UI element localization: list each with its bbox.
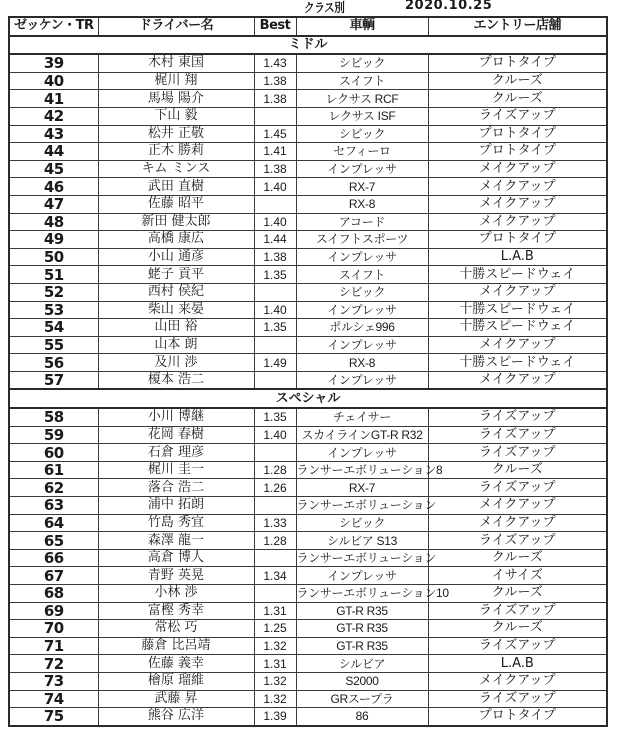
cell-driver: 柴山 来晏 (98, 301, 254, 319)
cell-number: 56 (9, 354, 98, 372)
cell-shop: ライズアップ (428, 479, 607, 497)
cell-driver: 浦中 拓朗 (98, 497, 254, 515)
cell-number: 67 (9, 567, 98, 585)
cell-driver: 松井 正敬 (98, 125, 254, 143)
cell-shop: メイクアップ (428, 178, 607, 196)
cell-car: インプレッサ (296, 160, 428, 178)
cell-best: 1.39 (254, 708, 296, 726)
cell-number: 54 (9, 319, 98, 337)
cell-car: ランサーエボリューション8 (296, 463, 443, 478)
cell-car: アコード (296, 213, 428, 231)
table-row (9, 301, 607, 319)
cell-shop: 十勝スピードウェイ (428, 354, 607, 372)
cell-number: 75 (9, 708, 98, 726)
cell-shop: L.A.B (428, 248, 607, 266)
cell-car: インプレッサ (296, 371, 428, 389)
cell-car: RX-7 (296, 178, 428, 196)
cell-shop: クルーズ (428, 549, 607, 567)
cell-shop: クルーズ (428, 90, 607, 108)
section-row (9, 36, 607, 55)
table-row (9, 143, 607, 161)
cell-best (254, 336, 296, 354)
cell-shop: ライズアップ (428, 426, 607, 444)
cell-shop: 十勝スピードウェイ (428, 266, 607, 284)
cell-number: 60 (9, 444, 98, 462)
table-row (9, 426, 607, 444)
cell-number: 74 (9, 690, 98, 708)
cell-number: 70 (9, 620, 98, 638)
cell-shop: メイクアップ (428, 672, 607, 690)
cell-driver: キム ミンス (98, 160, 254, 178)
cell-number: 40 (9, 72, 98, 90)
cell-number: 57 (9, 371, 98, 389)
cell-driver: 落合 浩二 (98, 479, 254, 497)
cell-driver: 富樫 秀幸 (98, 602, 254, 620)
cell-car: ランサーエボリューション10 (296, 586, 449, 601)
cell-car: インプレッサ (296, 248, 428, 266)
cell-driver: 梶川 圭一 (98, 461, 254, 479)
table-row (9, 72, 607, 90)
cell-driver: 山本 朗 (98, 336, 254, 354)
table-body (9, 36, 607, 726)
class-label: クラス別 (304, 0, 345, 15)
table-row (9, 567, 607, 585)
cell-best: 1.35 (254, 408, 296, 426)
cell-driver: 正木 勝莉 (98, 143, 254, 161)
column-header-best: Best (254, 17, 296, 36)
cell-number: 44 (9, 143, 98, 161)
cell-best (254, 585, 296, 603)
cell-car: GT-R R35 (296, 602, 428, 620)
table-row (9, 248, 607, 266)
cell-number: 59 (9, 426, 98, 444)
cell-car: シビック (296, 514, 428, 532)
cell-shop: プロトタイプ (428, 231, 607, 249)
cell-best: 1.44 (254, 231, 296, 249)
cell-driver: 武田 直樹 (98, 178, 254, 196)
table-row (9, 178, 607, 196)
table-row (9, 637, 607, 655)
cell-car: ランサーエボリューション (296, 551, 437, 566)
table-row (9, 549, 607, 567)
cell-car: ポルシェ996 (296, 319, 428, 337)
cell-number: 63 (9, 497, 98, 515)
cell-best: 1.32 (254, 672, 296, 690)
cell-best: 1.35 (254, 319, 296, 337)
cell-car: シビック (296, 125, 428, 143)
cell-best: 1.31 (254, 655, 296, 673)
cell-best: 1.35 (254, 266, 296, 284)
cell-best: 1.32 (254, 690, 296, 708)
cell-number: 66 (9, 549, 98, 567)
table-row (9, 107, 607, 125)
cell-number: 41 (9, 90, 98, 108)
cell-best: 1.38 (254, 160, 296, 178)
cell-driver: 高倉 博人 (98, 549, 254, 567)
cell-shop: イサイズ (428, 567, 607, 585)
cell-car: スイフトスポーツ (296, 231, 428, 249)
cell-number: 72 (9, 655, 98, 673)
cell-shop: ライズアップ (428, 408, 607, 426)
cell-best (254, 497, 296, 515)
cell-best: 1.38 (254, 248, 296, 266)
cell-driver: 小林 渉 (98, 585, 254, 603)
cell-car: シルビア S13 (296, 532, 428, 550)
cell-driver: 石倉 理彦 (98, 444, 254, 462)
cell-car: インプレッサ (296, 444, 428, 462)
cell-driver: 木村 東国 (98, 54, 254, 72)
cell-best: 1.25 (254, 620, 296, 638)
cell-number: 45 (9, 160, 98, 178)
table-row (9, 602, 607, 620)
section-title: ミドル (9, 36, 607, 55)
cell-best: 1.49 (254, 354, 296, 372)
cell-best: 1.43 (254, 54, 296, 72)
cell-number: 52 (9, 283, 98, 301)
table-row (9, 125, 607, 143)
section-title: スペシャル (9, 389, 607, 408)
cell-car: シビック (296, 54, 428, 72)
table-row (9, 708, 607, 726)
cell-number: 71 (9, 637, 98, 655)
cell-car: チェイサー (296, 408, 428, 426)
cell-driver: 蛯子 貢平 (98, 266, 254, 284)
cell-car: S2000 (296, 672, 428, 690)
cell-shop: プロトタイプ (428, 54, 607, 72)
cell-car: シビック (296, 283, 428, 301)
table-row (9, 461, 607, 479)
cell-driver: 青野 英晃 (98, 567, 254, 585)
cell-shop: L.A.B (428, 655, 607, 673)
cell-shop: プロトタイプ (428, 143, 607, 161)
cell-best: 1.40 (254, 178, 296, 196)
cell-number: 49 (9, 231, 98, 249)
cell-shop: ライズアップ (428, 690, 607, 708)
table-row (9, 336, 607, 354)
cell-car: ランサーエボリューション (296, 498, 437, 513)
cell-car: インプレッサ (296, 301, 428, 319)
section-row (9, 389, 607, 408)
cell-best (254, 371, 296, 389)
cell-shop: メイクアップ (428, 213, 607, 231)
table-row (9, 585, 607, 603)
cell-shop: ライズアップ (428, 602, 607, 620)
cell-shop: メイクアップ (428, 195, 607, 213)
cell-driver: 新田 健太郎 (98, 213, 254, 231)
cell-best: 1.38 (254, 72, 296, 90)
cell-driver: 梶川 翔 (98, 72, 254, 90)
cell-shop: メイクアップ (428, 514, 607, 532)
cell-best: 1.41 (254, 143, 296, 161)
column-header-number: ゼッケン・TR (9, 17, 98, 36)
cell-shop: プロトタイプ (428, 125, 607, 143)
cell-car: RX-8 (296, 354, 428, 372)
cell-number: 39 (9, 54, 98, 72)
document-header (0, 0, 630, 16)
cell-shop: プロトタイプ (428, 708, 607, 726)
cell-shop: ライズアップ (428, 107, 607, 125)
cell-best: 1.34 (254, 567, 296, 585)
column-header-driver: ドライバー名 (98, 17, 254, 36)
table-row (9, 231, 607, 249)
cell-car: RX-8 (296, 195, 428, 213)
cell-car: GT-R R35 (296, 620, 428, 638)
cell-best: 1.28 (254, 461, 296, 479)
cell-driver: 花岡 春樹 (98, 426, 254, 444)
cell-shop: メイクアップ (428, 283, 607, 301)
cell-shop: ライズアップ (428, 637, 607, 655)
cell-shop: 十勝スピードウェイ (428, 301, 607, 319)
cell-car: スカイラインGT-R R32 (296, 426, 428, 444)
cell-driver: 小川 博継 (98, 408, 254, 426)
cell-driver: 高橋 康広 (98, 231, 254, 249)
table-row (9, 479, 607, 497)
cell-shop: メイクアップ (428, 371, 607, 389)
cell-best: 1.40 (254, 301, 296, 319)
cell-shop: メイクアップ (428, 497, 607, 515)
cell-best: 1.26 (254, 479, 296, 497)
cell-number: 42 (9, 107, 98, 125)
cell-shop: ライズアップ (428, 444, 607, 462)
cell-number: 64 (9, 514, 98, 532)
table-row (9, 672, 607, 690)
cell-driver: 竹島 秀宜 (98, 514, 254, 532)
cell-driver: 武藤 昇 (98, 690, 254, 708)
table-row (9, 532, 607, 550)
table-row (9, 690, 607, 708)
cell-driver: 及川 渉 (98, 354, 254, 372)
table-row (9, 408, 607, 426)
table-row (9, 620, 607, 638)
cell-best: 1.40 (254, 213, 296, 231)
cell-car: レクサス RCF (296, 90, 428, 108)
cell-best (254, 549, 296, 567)
column-header-shop: エントリー店舗 (428, 17, 607, 36)
cell-number: 61 (9, 461, 98, 479)
cell-shop: クルーズ (428, 461, 607, 479)
event-date: 2020.10.25 (405, 0, 493, 13)
cell-car: セフィーロ (296, 143, 428, 161)
cell-best (254, 195, 296, 213)
table-row (9, 195, 607, 213)
cell-driver: 常松 巧 (98, 620, 254, 638)
table-row (9, 90, 607, 108)
cell-shop: クルーズ (428, 620, 607, 638)
cell-shop: メイクアップ (428, 336, 607, 354)
cell-driver: 藤倉 比呂靖 (98, 637, 254, 655)
cell-car: 86 (296, 708, 428, 726)
cell-number: 53 (9, 301, 98, 319)
cell-number: 43 (9, 125, 98, 143)
cell-driver: 佐藤 昭平 (98, 195, 254, 213)
cell-car: レクサス ISF (296, 107, 428, 125)
cell-best: 1.28 (254, 532, 296, 550)
cell-number: 50 (9, 248, 98, 266)
cell-number: 62 (9, 479, 98, 497)
cell-best: 1.45 (254, 125, 296, 143)
table-row (9, 444, 607, 462)
cell-driver: 森澤 龍一 (98, 532, 254, 550)
table-row (9, 655, 607, 673)
cell-best: 1.40 (254, 426, 296, 444)
cell-best: 1.31 (254, 602, 296, 620)
cell-number: 46 (9, 178, 98, 196)
table-row (9, 266, 607, 284)
cell-car: インプレッサ (296, 567, 428, 585)
cell-best: 1.33 (254, 514, 296, 532)
table-header-row (9, 17, 607, 36)
cell-shop: クルーズ (428, 72, 607, 90)
cell-car: RX-7 (296, 479, 428, 497)
cell-car: スイフト (296, 266, 428, 284)
cell-shop: ライズアップ (428, 532, 607, 550)
cell-number: 69 (9, 602, 98, 620)
cell-car: スイフト (296, 72, 428, 90)
cell-best (254, 444, 296, 462)
cell-number: 65 (9, 532, 98, 550)
cell-car: インプレッサ (296, 336, 428, 354)
cell-number: 47 (9, 195, 98, 213)
cell-car: GRスープラ (296, 690, 428, 708)
cell-shop: メイクアップ (428, 160, 607, 178)
cell-driver: 馬場 陽介 (98, 90, 254, 108)
cell-driver: 佐藤 義幸 (98, 655, 254, 673)
cell-number: 55 (9, 336, 98, 354)
table-row (9, 283, 607, 301)
table-row (9, 319, 607, 337)
entry-table (8, 16, 608, 727)
cell-driver: 檜原 瑠維 (98, 672, 254, 690)
cell-shop: クルーズ (428, 585, 607, 603)
cell-number: 58 (9, 408, 98, 426)
cell-driver: 熊谷 広洋 (98, 708, 254, 726)
cell-best: 1.38 (254, 90, 296, 108)
cell-driver: 小山 通彦 (98, 248, 254, 266)
table-row (9, 354, 607, 372)
cell-best: 1.32 (254, 637, 296, 655)
table-row (9, 213, 607, 231)
table-row (9, 160, 607, 178)
column-header-car: 車輌 (296, 17, 428, 36)
cell-number: 48 (9, 213, 98, 231)
cell-shop: 十勝スピードウェイ (428, 319, 607, 337)
table-row (9, 497, 607, 515)
cell-driver: 榎本 浩二 (98, 371, 254, 389)
table-row (9, 514, 607, 532)
cell-driver: 下山 毅 (98, 107, 254, 125)
cell-number: 51 (9, 266, 98, 284)
cell-best (254, 283, 296, 301)
cell-car: シルビア (296, 655, 428, 673)
cell-car: GT-R R35 (296, 637, 428, 655)
cell-driver: 山田 裕 (98, 319, 254, 337)
table-row (9, 371, 607, 389)
cell-best (254, 107, 296, 125)
cell-driver: 西村 侯紀 (98, 283, 254, 301)
table-row (9, 54, 607, 72)
cell-number: 73 (9, 672, 98, 690)
cell-number: 68 (9, 585, 98, 603)
